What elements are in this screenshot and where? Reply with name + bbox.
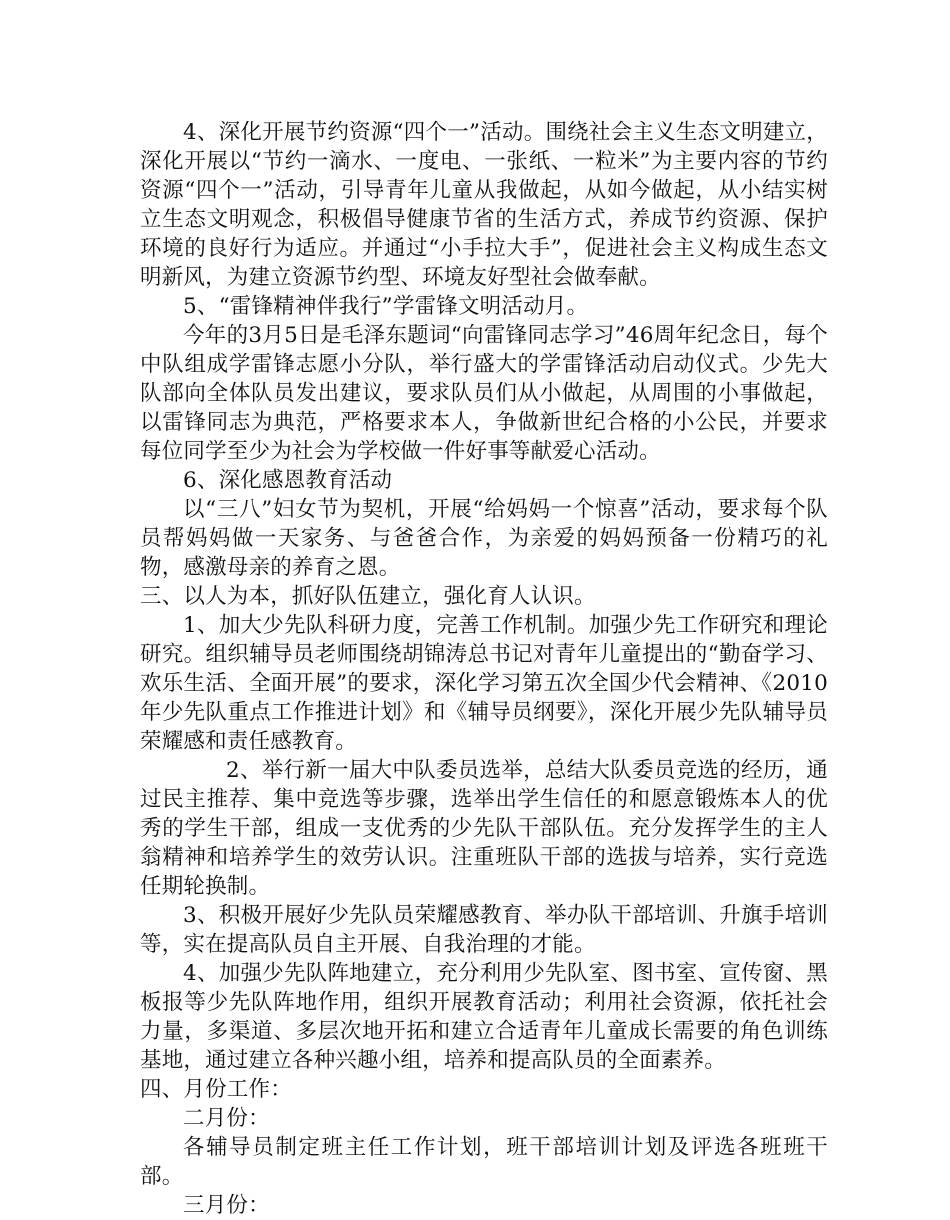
paragraph-gratitude-body: 以“三八”妇女节为契机，开展“给妈妈一个惊喜”活动，要求每个队员帮妈妈做一天家务、与爸爸合作，为亲爱的妈妈预备一份精巧的礼物，感激母亲的养育之恩。 [140, 497, 828, 580]
section-heading-3: 三、以人为本，抓好队伍建立，强化育人认识。 [140, 584, 596, 609]
month-heading-march: 三月份： [183, 1193, 270, 1218]
paragraph-lei-feng-body: 今年的3月5日是毛泽东题词“向雷锋同志学习”46周年纪念日，每个中队组成学雷锋志愿小分队，举行盛大的学雷锋活动启动仪式。少先大队部向全体队员发出建议，要求队员们从小做起，从周围的小事做起，以雷锋同志为典范，严格要求本人，争做新世纪合格的小公民，并要求每位同学至少为社会为学校做一件好事等献爱心活动。 [140, 323, 828, 464]
paragraph-section3-item-1: 1、加大少先队科研力度，完善工作机制。加强少先工作研究和理论研究。组织辅导员老师围绕胡锦涛总书记对青年儿童提出的“勤奋学习、欢乐生活、全面开展”的要求，深化学习第五次全国少代会精神、《2010年少先队重点工作推进计划》和《辅导员纲要》，深化开展少先队辅导员荣耀感和责任感教育。 [140, 613, 828, 754]
paragraph-item-6-gratitude-title: 6、深化感恩教育活动 [183, 468, 393, 493]
paragraph-section3-item-2: 2、举行新一届大中队委员选举，总结大队委员竞选的经历，通过民主推荐、集中竞选等步骤，选举出学生信任的和愿意锻炼本人的优秀的学生干部，组成一支优秀的少先队干部队伍。充分发挥学生的主人翁精神和培养学生的效劳认识。注重班队干部的选拔与培养，实行竞选任期轮换制。 [140, 758, 828, 899]
paragraph-section3-item-4: 4、加强少先队阵地建立，充分利用少先队室、图书室、宣传窗、黑板报等少先队阵地作用，组织开展教育活动；利用社会资源，依托社会力量，多渠道、多层次地开拓和建立合适青年儿童成长需要的角色训练基地，通过建立各种兴趣小组，培养和提高队员的全面素养。 [140, 961, 828, 1073]
paragraph-february-body: 各辅导员制定班主任工作计划，班干部培训计划及评选各班班干部。 [140, 1135, 828, 1189]
paragraph-section3-item-3: 3、积极开展好少先队员荣耀感教育、举办队干部培训、升旗手培训等，实在提高队员自主开展、自我治理的才能。 [140, 903, 828, 957]
document-body [140, 118, 828, 1220]
section-heading-4: 四、月份工作： [140, 1077, 292, 1102]
paragraph-item-4-resource-saving: 4、深化开展节约资源“四个一”活动。围绕社会主义生态文明建立，深化开展以“节约一滴水、一度电、一张纸、一粒米”为主要内容的节约资源“四个一”活动，引导青年儿童从我做起，从如今做起，从小结实树立生态文明观念，积极倡导健康节省的生活方式，养成节约资源、保护环境的良好行为适应。并通过“小手拉大手”，促进社会主义构成生态文明新风，为建立资源节约型、环境友好型社会做奉献。 [140, 120, 828, 290]
paragraph-item-5-lei-feng-title: 5、“雷锋精神伴我行”学雷锋文明活动月。 [183, 294, 589, 319]
month-heading-february: 二月份： [183, 1106, 270, 1131]
